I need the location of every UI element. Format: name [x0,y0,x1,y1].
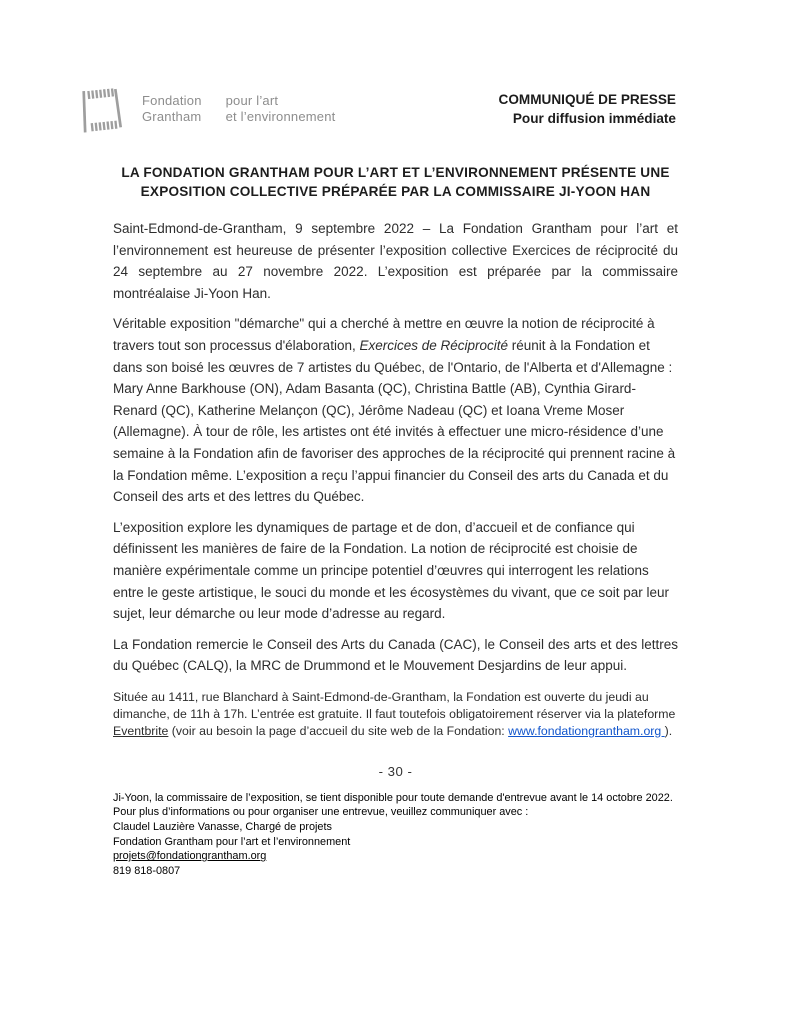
paragraph-exhibition-details [113,313,678,507]
logo-tagline-line1: pour l’art [225,93,279,108]
footer-availability-line: Ji-Yoon, la commissaire de l’exposition, se tient disponible pour toute demande d'entrevue avant le 14 octobre 2022. [113,791,673,804]
footer-phone-number: 819 818-0807 [113,864,181,877]
document-body [113,163,678,878]
press-contact-block [113,791,678,879]
logo-tagline-line2: et l’environnement [225,109,336,124]
fondation-grantham-logo [74,84,335,136]
paragraph-intro: Saint-Edmond-de-Grantham, 9 septembre 2022 – La Fondation Grantham pour l’art et l’environnement est heureuse de présenter l’exposition collective Exercices de réciprocité du 24 septembre au 27 novembre 2022. L’exposition est préparée par la commissaire montréalaise Ji-Yoon Han. [113,221,678,301]
text-segment: Exercices de Réciprocité [359,337,509,353]
eventbrite-link[interactable]: Eventbrite [113,723,169,738]
paragraph-visitor-info [113,689,678,740]
logo-name-line2: Grantham [142,109,202,124]
text-segment: (voir au besoin la page d’accueil du site web de la Fondation: [168,723,509,738]
fondation-website-link[interactable]: www.fondationgrantham.org [508,723,665,738]
logo-name-line1: Fondation [142,93,202,108]
diffusion-label: Pour diffusion immédiate [512,110,676,126]
footer-organization-name: Fondation Grantham pour l’art et l’environnement [113,835,351,848]
paragraph-acknowledgements: La Fondation remercie le Conseil des Arts du Canada (CAC), le Conseil des arts et des lettres du Québec (CALQ), la MRC de Drummond et le Mouvement Desjardins de leur appui. [113,636,678,674]
press-release-header [499,91,677,128]
footer-contact-intro-line: Pour plus d’informations ou pour organiser une entrevue, veuillez communiquer avec : [113,806,529,819]
text-segment: Située au 1411, rue Blanchard à Saint-Edmond-de-Grantham, la Fondation est ouverte du jeudi au dimanche, de 11h à 17h. L’entrée est gratuite. Il faut toutefois obligatoirement réserver via la plateforme [113,689,676,721]
striped-square-logo-icon [74,84,128,136]
logo-tagline [226,93,336,125]
text-segment: Véritable exposition "démarche" qui a cherché à mettre en œuvre la notion de réciprocité à travers tout son processus d'élaboration, [113,316,655,353]
press-release-title: LA FONDATION GRANTHAM POUR L’ART ET L’ENVIRONNEMENT PRÉSENTE UNE EXPOSITION COLLECTIVE PRÉPARÉE PAR LA COMMISSAIRE JI-YOON HAN [121,165,670,199]
closing-mark: - 30 - [378,763,413,779]
contact-email-link[interactable]: projets@fondationgrantham.org [113,850,267,863]
footer-contact-name: Claudel Lauzière Vanasse, Chargé de projets [113,821,332,834]
paragraph-exhibition-themes: L’exposition explore les dynamiques de partage et de don, d’accueil et de confiance qui définissent les manières de faire de la Fondation. La notion de réciprocité est choisie de manière expérimentale comme un principe potentiel d’œuvres qui interrogent les relations entre le geste artistique, le souci du monde et les écosystèmes du vivant, que ce soit par leur sujet, leur démarche ou leur mode d’adresse au regard. [113,519,670,622]
text-segment: réunit à la Fondation et dans son boisé les œuvres de 7 artistes du Québec, de l'Ontario, de l'Alberta et d'Allemagne : Mary Anne Barkhouse (ON), Adam Basanta (QC), Christina Battle (AB), Cynthia Girard-Renard (QC), Katherine Melançon (QC), Jérôme Nadeau (QC) et Ioana Vreme Moser (Allemagne). À tour de rôle, les artistes ont été invités à effectuer une micro-résidence d’une semaine à la Fondation afin de favoriser des approches de la réciprocité qui prennent racine à la Fondation même. L’exposition a reçu l’appui financier du Conseil des arts du Canada et du Conseil des arts et des lettres du Québec. [113,337,676,505]
logo-wordmark [142,93,202,125]
text-segment: ). [664,723,673,738]
press-release-label: COMMUNIQUÉ DE PRESSE [498,92,676,107]
